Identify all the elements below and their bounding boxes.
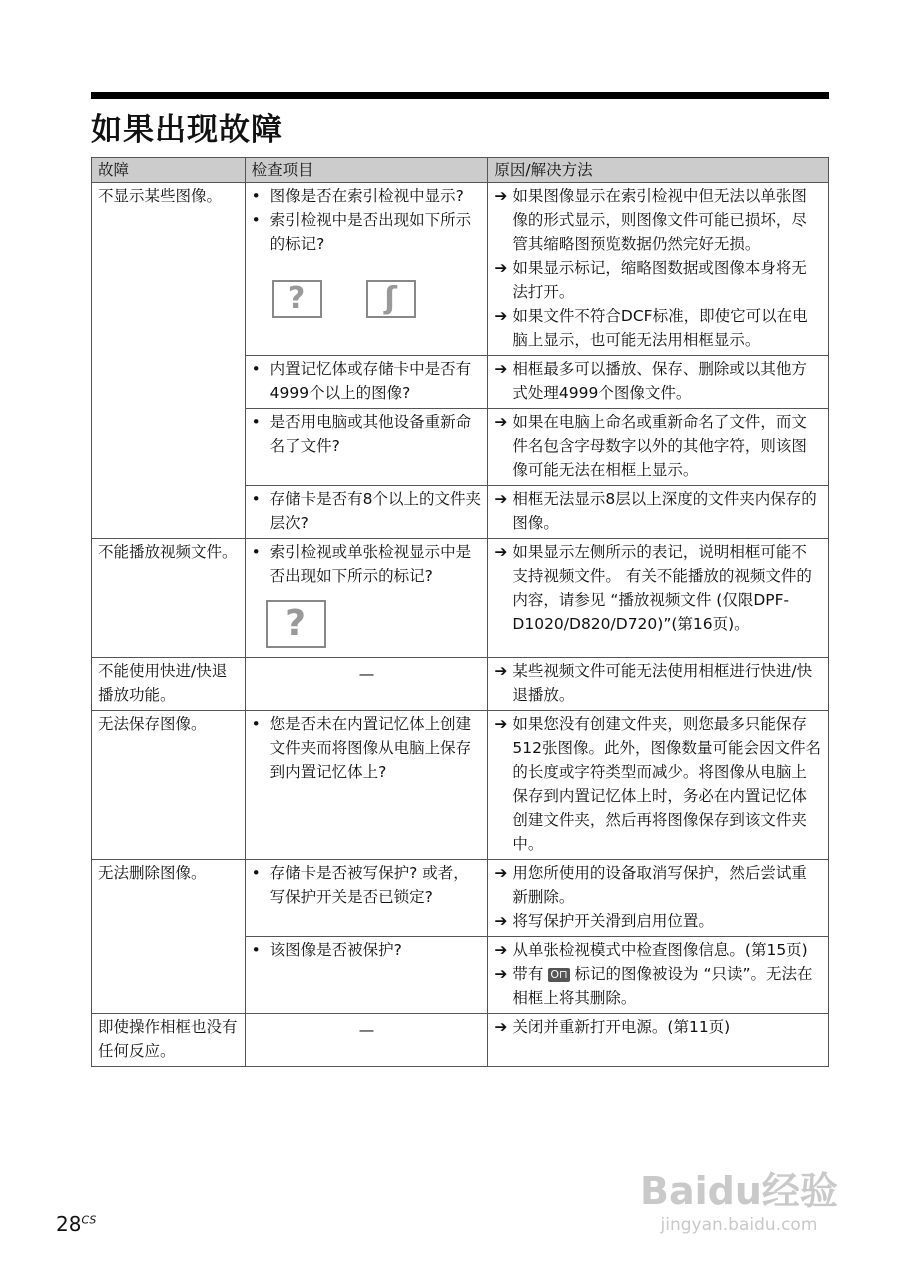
- problem-cell: 即使操作相框也没有任何反应。: [92, 1014, 246, 1067]
- header-problem: 故障: [92, 158, 246, 183]
- question-mark-box-icon: ?: [272, 280, 322, 318]
- solution-item: [494, 256, 822, 304]
- arrow-icon: ➔: [494, 941, 508, 959]
- troubleshooting-table: [91, 157, 829, 1067]
- watermark: [640, 1160, 838, 1235]
- table-header: [92, 158, 829, 183]
- key-protect-icon: O⊓: [550, 967, 568, 981]
- solution-item: [494, 712, 822, 856]
- solution-text-before: 带有: [512, 965, 544, 983]
- solution-cell: [488, 409, 829, 486]
- solution-text: 用您所使用的设备取消写保护，然后尝试重新删除。: [512, 864, 807, 906]
- solution-item: [494, 1015, 822, 1039]
- check-cell: [245, 356, 488, 409]
- check-text: 图像是否在索引检视中显示?: [269, 187, 464, 205]
- solution-text: 相框最多可以播放、保存、删除或以其他方式处理4999个图像文件。: [512, 360, 807, 402]
- page-number: [56, 1212, 96, 1236]
- check-cell: [245, 711, 488, 860]
- check-cell: —: [245, 1014, 488, 1067]
- solution-cell: [488, 711, 829, 860]
- check-item: [252, 712, 482, 784]
- arrow-icon: ➔: [494, 413, 508, 431]
- check-text: 您是否未在内置记忆体上创建文件夹而将图像从电脑上保存到内置记忆体上?: [269, 715, 472, 781]
- check-cell: [245, 409, 488, 486]
- check-text: 内置记忆体或存储卡中是否有4999个以上的图像?: [269, 360, 472, 402]
- solution-item: [494, 909, 822, 933]
- table-row: [92, 711, 829, 860]
- check-text: 该图像是否被保护?: [269, 941, 402, 959]
- arrow-icon: ➔: [494, 187, 508, 205]
- table-row: [92, 860, 829, 937]
- solution-cell: [488, 183, 829, 356]
- broken-image-box-icon: ʃ: [366, 280, 416, 318]
- page-number-value: 28: [56, 1212, 82, 1236]
- solution-text: 如果图像显示在索引检视中但无法以单张图像的形式显示，则图像文件可能已损坏，尽管其缩略图预览数据仍然完好无损。: [512, 187, 807, 253]
- table-row: [92, 1014, 829, 1067]
- check-text: 是否用电脑或其他设备重新命名了文件?: [269, 413, 472, 455]
- solution-text: [512, 962, 822, 1010]
- check-cell: [245, 183, 488, 356]
- arrow-icon: ➔: [494, 864, 508, 882]
- arrow-icon: ➔: [494, 715, 508, 733]
- check-item: [252, 410, 482, 458]
- solution-item: [494, 184, 822, 256]
- solution-cell: [488, 356, 829, 409]
- problem-cell: 无法删除图像。: [92, 860, 246, 1014]
- check-item: [252, 184, 482, 208]
- solution-cell: [488, 486, 829, 539]
- solution-text: 如果显示标记，缩略图数据或图像本身将无法打开。: [512, 259, 807, 301]
- solution-cell: [488, 658, 829, 711]
- bullet-icon: •: [251, 490, 261, 508]
- bullet-icon: •: [251, 413, 261, 431]
- bullet-icon: •: [251, 715, 261, 733]
- check-cell: [245, 486, 488, 539]
- arrow-icon: ➔: [494, 360, 508, 378]
- problem-cell: 不显示某些图像。: [92, 183, 246, 539]
- check-item: [252, 861, 482, 909]
- solution-text: 如果您没有创建文件夹，则您最多只能保存512张图像。此外，图像数量可能会因文件名的长度或字符类型而减少。将图像从电脑上保存到内置记忆体上时，务必在内置记忆体创建文件夹，然后再将图像保存到该文件夹中。: [512, 715, 821, 853]
- table-row: [92, 658, 829, 711]
- check-item: [252, 487, 482, 535]
- table-row: [92, 539, 829, 658]
- check-item: [252, 357, 482, 405]
- solution-cell: [488, 1014, 829, 1067]
- page-language-code: CS: [81, 1213, 97, 1227]
- solution-text: 相框无法显示8层以上深度的文件夹内保存的图像。: [512, 490, 817, 532]
- problem-cell: 无法保存图像。: [92, 711, 246, 860]
- solution-item: [494, 487, 822, 535]
- check-text: 存储卡是否有8个以上的文件夹层次?: [269, 490, 481, 532]
- arrow-icon: ➔: [494, 912, 508, 930]
- table-row: [92, 183, 829, 356]
- solution-item: [494, 938, 822, 962]
- solution-text: 如果显示左侧所示的表记，说明相框可能不支持视频文件。 有关不能播放的视频文件的内容，请参见 “播放视频文件 (仅限DPF-D1020/D820/D720)”(第16页)。: [512, 543, 812, 633]
- solution-cell: [488, 860, 829, 937]
- check-cell: —: [245, 658, 488, 711]
- arrow-icon: ➔: [494, 259, 508, 277]
- check-item: [252, 208, 482, 256]
- solution-item: [494, 659, 822, 707]
- check-text: 索引检视中是否出现如下所示的标记?: [269, 211, 472, 253]
- bullet-icon: •: [251, 941, 261, 959]
- arrow-icon: ➔: [494, 307, 508, 325]
- problem-cell: 不能播放视频文件。: [92, 539, 246, 658]
- bullet-icon: •: [251, 211, 261, 229]
- solution-text-after: 标记的图像被设为 “只读”。无法在相框上将其删除。: [512, 965, 813, 1007]
- title-rule: [91, 92, 829, 99]
- check-item: [252, 938, 482, 962]
- arrow-icon: ➔: [494, 1018, 508, 1036]
- check-cell: [245, 539, 488, 658]
- arrow-icon: ➔: [494, 662, 508, 680]
- solution-cell: [488, 937, 829, 1014]
- solution-item: [494, 304, 822, 352]
- check-text: 索引检视或单张检视显示中是否出现如下所示的标记?: [269, 543, 472, 585]
- watermark-url: jingyan.baidu.com: [660, 1215, 818, 1235]
- arrow-icon: ➔: [494, 490, 508, 508]
- solution-text: 关闭并重新打开电源。(第11页): [512, 1018, 731, 1036]
- arrow-icon: ➔: [494, 543, 508, 561]
- watermark-brand: Baidu经验: [640, 1169, 838, 1213]
- solution-text: 如果文件不符合DCF标准，即使它可以在电脑上显示，也可能无法用相框显示。: [512, 307, 808, 349]
- solution-item: [494, 410, 822, 482]
- solution-item: [494, 962, 822, 1010]
- solution-text: 将写保护开关滑到启用位置。: [512, 912, 714, 930]
- header-solution: 原因/解决方法: [488, 158, 829, 183]
- solution-text: 从单张检视模式中检查图像信息。(第15页): [512, 941, 808, 959]
- check-text: 存储卡是否被写保护? 或者，写保护开关是否已锁定?: [269, 864, 469, 906]
- page-title: 如果出现故障: [91, 112, 283, 148]
- solution-cell: [488, 539, 829, 658]
- bullet-icon: •: [251, 360, 261, 378]
- solution-text: 某些视频文件可能无法使用相框进行快进/快退播放。: [512, 662, 813, 704]
- solution-item: [494, 861, 822, 909]
- marker-icons: [272, 280, 482, 318]
- header-check: 检查项目: [245, 158, 488, 183]
- question-mark-box-icon: ?: [266, 600, 326, 648]
- solution-text: 如果在电脑上命名或重新命名了文件，而文件名包含字母数字以外的其他字符，则该图像可能无法在相框上显示。: [512, 413, 807, 479]
- bullet-icon: •: [251, 543, 261, 561]
- problem-cell: 不能使用快进/快退播放功能。: [92, 658, 246, 711]
- solution-item: [494, 357, 822, 405]
- check-cell: [245, 860, 488, 937]
- check-item: [252, 540, 482, 588]
- solution-item: [494, 540, 822, 636]
- check-cell: [245, 937, 488, 1014]
- bullet-icon: •: [251, 187, 261, 205]
- bullet-icon: •: [251, 864, 261, 882]
- arrow-icon: ➔: [494, 965, 508, 983]
